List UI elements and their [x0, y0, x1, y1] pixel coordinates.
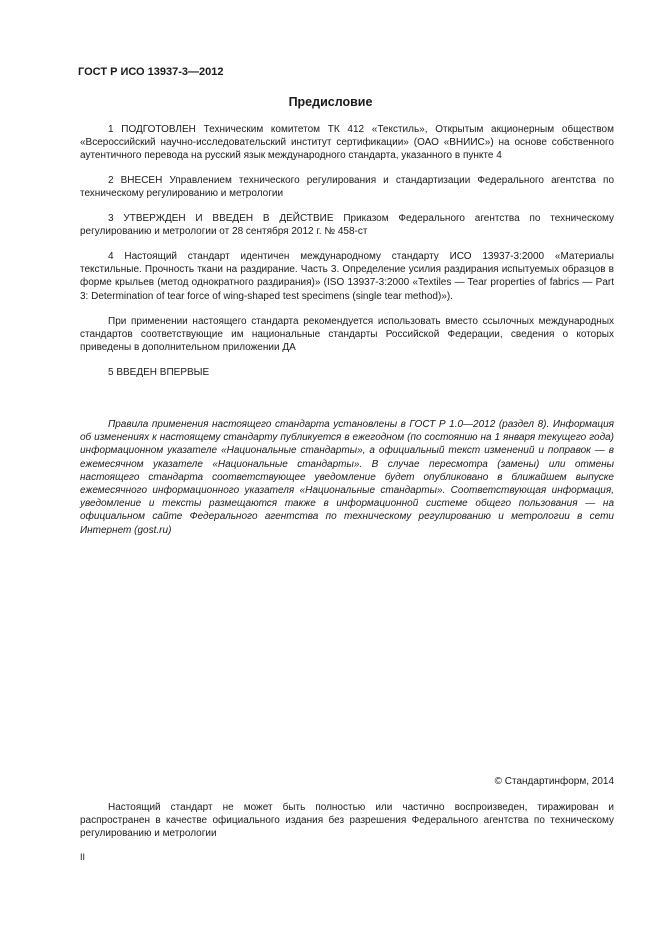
page-number: II [80, 852, 86, 862]
paragraph-4-note: При применении настоящего стандарта рекомендуется использовать вместо ссылочных международных стандартов соответствующие им национальные стандарты Российской Федерации, сведения о которых приведены в дополнительном приложении ДА [80, 316, 614, 354]
page-title: Предисловие [288, 95, 373, 109]
paragraph-5: 5 ВВЕДЕН ВПЕРВЫЕ [108, 367, 210, 378]
document-header: ГОСТ Р ИСО 13937-3—2012 [78, 66, 224, 78]
reproduction-notice: Настоящий стандарт не может быть полностью или частично воспроизведен, тиражирован и распространен в качестве официального издания без разрешения Федерального агентства по техническому регулированию и метрологии [80, 802, 614, 840]
paragraph-1: 1 ПОДГОТОВЛЕН Техническим комитетом ТК 412 «Текстиль», Открытым акционерным обществом «Всероссийский научно-исследовательский институт сертификации» (ОАО «ВНИИС») на основе собственного аутентичного перевода на русский язык международного стандарта, указанного в пункте 4 [80, 124, 614, 162]
application-notice: Правила применения настоящего стандарта установлены в ГОСТ Р 1.0—2012 (раздел 8). Информация об изменениях к настоящему стандарту публикуется в ежегодном (по состоянию на 1 января текущего года) информационном указателе «Национальные стандарты», а официальный текст изменений и поправок — в ежемесячном указателе «Национальные стандарты». В случае пересмотра (замены) или отмены настоящего стандарта соответствующее уведомление будет опубликовано в ближайшем выпуске ежемесячного информационного указателя «Национальные стандарты». Соответствующая информация, уведомление и тексты размещаются также в информационной системе общего пользования — на официальном сайте Федерального агентства по техническому регулированию и метрологии в сети Интернет (gost.ru) [80, 419, 614, 536]
paragraph-3: 3 УТВЕРЖДЕН И ВВЕДЕН В ДЕЙСТВИЕ Приказом Федерального агентства по техническому регулированию и метрологии от 28 сентября 2012 г. № 458-ст [80, 213, 614, 238]
paragraph-2: 2 ВНЕСЕН Управлением технического регулирования и стандартизации Федерального агентства по техническому регулированию и метрологии [80, 175, 614, 200]
copyright: © Стандартинформ, 2014 [494, 776, 614, 787]
paragraph-4: 4 Настоящий стандарт идентичен международному стандарту ИСО 13937-3:2000 «Материалы текстильные. Прочность ткани на раздирание. Часть 3. Определение усилия раздирания испытуемых образцов в форме крыльев (метод однократного раздирания)» (ISO 13937-3:2000 «Textiles — Tear properties of fabrics — Part 3: Determination of tear force of wing-shaped test specimens (single tear method)»). [80, 251, 614, 302]
